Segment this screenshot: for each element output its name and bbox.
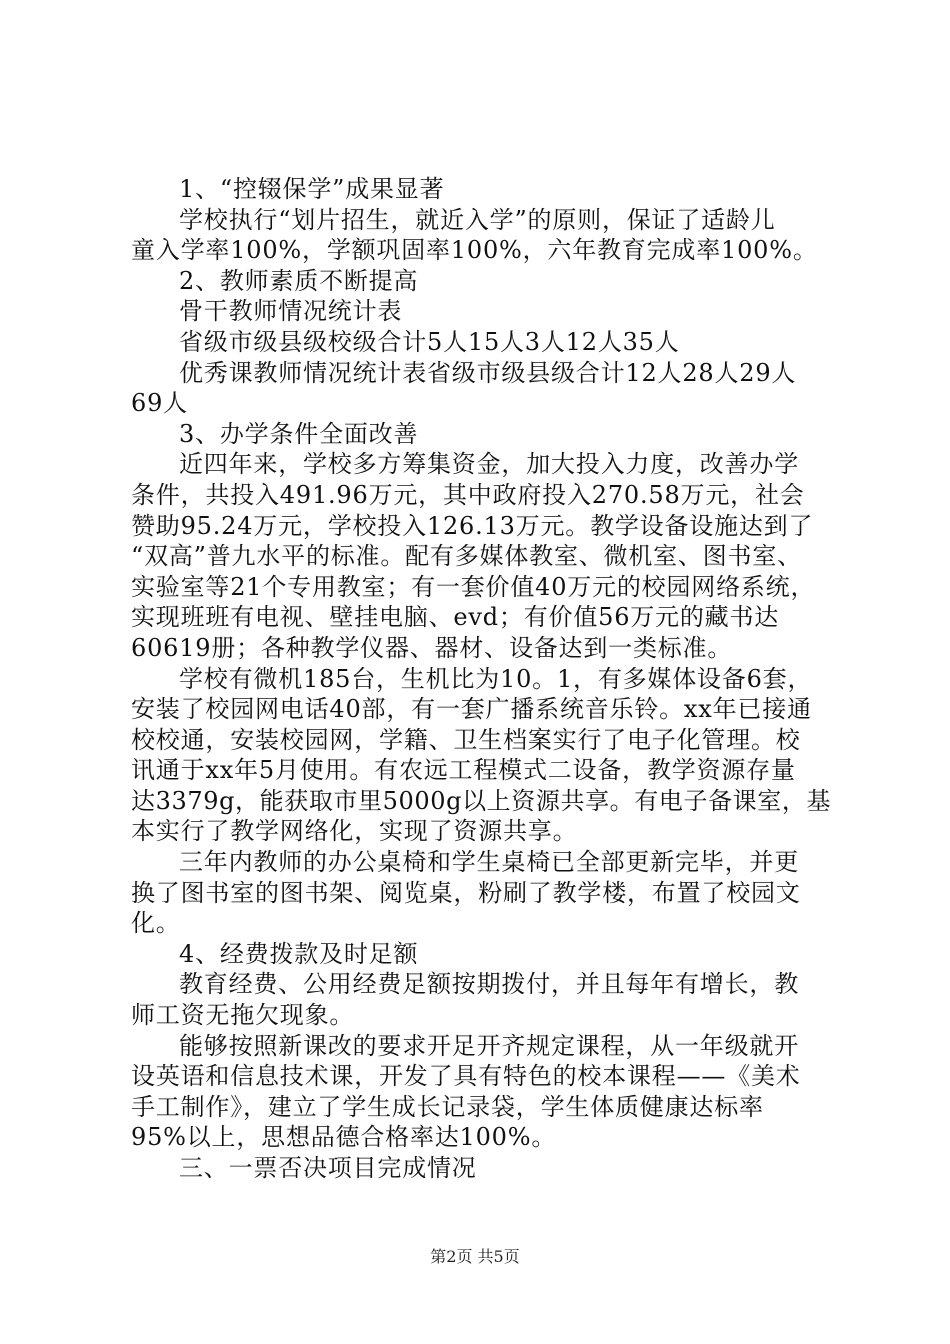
text-line: 省级市级县级校级合计5人15人3人12人35人 — [179, 327, 680, 356]
text-line: 60619册；各种教学仪器、器材、设备达到一类标准。 — [131, 633, 733, 662]
text-line: 69人 — [131, 389, 188, 418]
text-line: 赞助95.24万元，学校投入126.13万元。教学设备设施达到了 — [131, 511, 814, 540]
text-line: 学校执行“划片招生，就近入学”的原则，保证了适龄儿 — [179, 205, 776, 234]
text-line: 三、一票否决项目完成情况 — [179, 1154, 477, 1182]
text-line: 师工资无拖欠现象。 — [131, 1001, 355, 1030]
text-line: 换了图书室的图书架、阅览桌，粉刷了教学楼，布置了校园文 — [131, 878, 801, 907]
document-body — [131, 174, 833, 1184]
text-line: “双高”普九水平的标准。配有多媒体教室、微机室、图书室、 — [131, 542, 802, 571]
text-line: 4、经费拨款及时足额 — [179, 939, 419, 968]
text-line: 三年内教师的办公桌椅和学生桌椅已全部更新完毕，并更 — [179, 848, 799, 877]
text-line: 童入学率100%，学额巩固率100%，六年教育完成率100%。 — [131, 236, 818, 265]
text-line: 讯通于xx年5月使用。有农远工程模式二设备，教学资源存量 — [131, 756, 796, 785]
text-line: 1、“控辍保学”成果显著 — [179, 175, 445, 203]
text-line: 3、办学条件全面改善 — [179, 419, 419, 448]
text-line: 近四年来，学校多方筹集资金，加大投入力度，改善办学 — [179, 450, 799, 479]
text-line: 化。 — [131, 909, 181, 938]
text-line: 达3379g，能获取市里5000g以上资源共享。有电子备课室，基 — [131, 786, 832, 815]
text-line: 设英语和信息技术课，开发了具有特色的校本课程——《美术 — [131, 1062, 801, 1091]
text-line: 优秀课教师情况统计表省级市级县级合计12人28人29人 — [179, 358, 797, 387]
text-line: 条件，共投入491.96万元，其中政府投入270.58万元，社会 — [131, 480, 805, 509]
text-line: 骨干教师情况统计表 — [179, 297, 403, 326]
text-line: 教育经费、公用经费足额按期拨付，并且每年有增长，教 — [179, 970, 799, 999]
text-line: 2、教师素质不断提高 — [179, 266, 419, 295]
text-line: 能够按照新课改的要求开足开齐规定课程，从一年级就开 — [179, 1031, 799, 1060]
text-line: 实现班班有电视、壁挂电脑、evd；有价值56万元的藏书达 — [131, 603, 780, 632]
text-line: 95%以上，思想品德合格率达100%。 — [131, 1123, 557, 1152]
text-line: 学校有微机185台，生机比为10。1，有多媒体设备6套， — [179, 664, 813, 693]
text-line: 手工制作》，建立了学生成长记录袋，学生体质健康达标率 — [131, 1092, 764, 1121]
text-line: 实验室等21个专用教室；有一套价值40万元的校园网络系统， — [131, 572, 816, 601]
page-footer: 第2页 共5页 — [430, 1247, 520, 1266]
text-line: 校校通，安装校园网，学籍、卫生档案实行了电子化管理。校 — [131, 725, 801, 754]
text-line: 安装了校园网电话40部，有一套广播系统音乐铃。xx年已接通 — [131, 695, 812, 724]
text-line: 本实行了教学网络化，实现了资源共享。 — [131, 817, 578, 846]
